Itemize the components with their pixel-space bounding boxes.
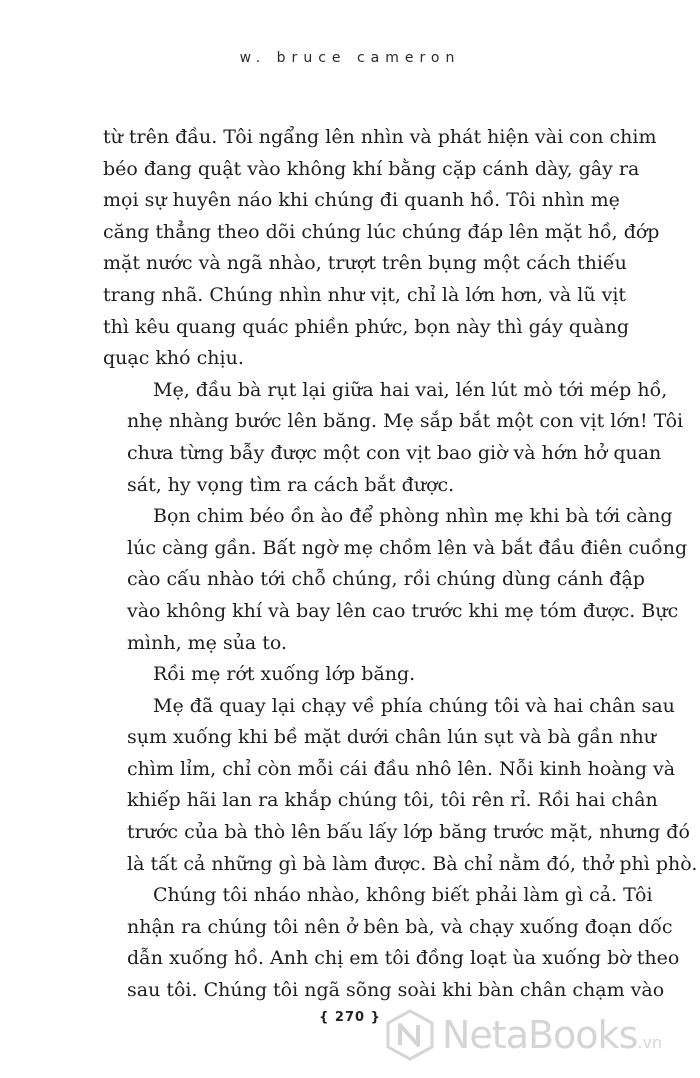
text-line: mặt nước và ngã nhào, trượt trên bụng một cách thiếu (103, 252, 627, 275)
paragraph (103, 122, 660, 375)
text-line: khiếp hãi lan ra khắp chúng tôi, tôi rên rỉ. Rồi hai chân (127, 789, 658, 812)
text-line: Mẹ đã quay lại chạy về phía chúng tôi và hai chân sau (153, 694, 675, 717)
text-line: trang nhã. Chúng nhìn như vịt, chỉ là lớn hơn, và lũ vịt (103, 283, 627, 306)
text-line: Rồi mẹ rớt xuống lớp băng. (153, 663, 416, 686)
text-line: sau tôi. Chúng tôi ngã sõng soài khi bàn chân chạm vào (127, 979, 665, 1002)
watermark (384, 1003, 700, 1067)
body-text (103, 122, 698, 1007)
text-line: dẫn xuống hồ. Anh chị em tôi đồng loạt ùa xuống bờ theo (127, 947, 680, 970)
text-line: Bọn chim béo ồn ào để phòng nhìn mẹ khi bà tới càng (153, 505, 673, 528)
text-line: thì kêu quang quác phiền phức, bọn này thì gáy quàng (103, 315, 629, 338)
paragraph (103, 501, 688, 659)
text-line: cào cấu nhào tới chỗ chúng, rồi chúng dùng cánh đập (127, 568, 645, 591)
paragraph (103, 880, 680, 1006)
text-line: mọi sự huyên náo khi chúng đi quanh hồ. Tôi nhìn mẹ (103, 189, 620, 212)
netabooks-logo-icon (384, 1009, 436, 1061)
text-line: nhẹ nhàng bước lên băng. Mẹ sắp bắt một con vịt lớn! Tôi (127, 410, 684, 433)
running-head: w. bruce cameron (239, 50, 461, 66)
watermark-tld: .vn (637, 1032, 663, 1052)
watermark-brand: NetaBooks (442, 1013, 638, 1057)
text-line: mình, mẹ sủa to. (127, 631, 288, 654)
text-line: Chúng tôi nháo nhào, không biết phải làm gì cả. Tôi (153, 884, 653, 907)
text-line: chìm lỉm, chỉ còn mỗi cái đầu nhô lên. Nỗi kinh hoàng và (127, 757, 676, 780)
text-line: nhận ra chúng tôi nên ở bên bà, và chạy xuống đoạn dốc (127, 915, 673, 938)
text-line: căng thẳng theo dõi chúng lúc chúng đáp lên mặt hồ, đớp (103, 220, 660, 243)
paragraph (103, 659, 599, 691)
page-number: { 270 } (319, 1010, 381, 1025)
paragraph (103, 375, 684, 501)
text-line: sát, hy vọng tìm ra cách bắt được. (127, 473, 455, 496)
text-line: là tất cả những gì bà làm được. Bà chỉ nằm đó, thở phì phò. (127, 852, 698, 875)
text-line: trước của bà thò lên bấu lấy lớp băng trước mặt, nhưng đó (127, 821, 690, 844)
text-line: lúc càng gần. Bất ngờ mẹ chồm lên và bắt đầu điên cuồng (127, 536, 688, 559)
text-line: sụm xuống khi bề mặt dưới chân lún sụt và bà gần như (127, 726, 656, 749)
text-line: béo đang quật vào không khí bằng cặp cánh dày, gây ra (103, 157, 640, 180)
text-line: chưa từng bẫy được một con vịt bao giờ và hớn hở quan (127, 441, 662, 464)
text-line: Mẹ, đầu bà rụt lại giữa hai vai, lén lút mò tới mép hồ, (153, 378, 668, 401)
text-line: quạc khó chịu. (103, 347, 244, 370)
text-line: vào không khí và bay lên cao trước khi mẹ tóm được. Bực (127, 599, 679, 622)
paragraph (103, 691, 698, 881)
text-line: từ trên đầu. Tôi ngẩng lên nhìn và phát hiện vài con chim (103, 126, 657, 148)
